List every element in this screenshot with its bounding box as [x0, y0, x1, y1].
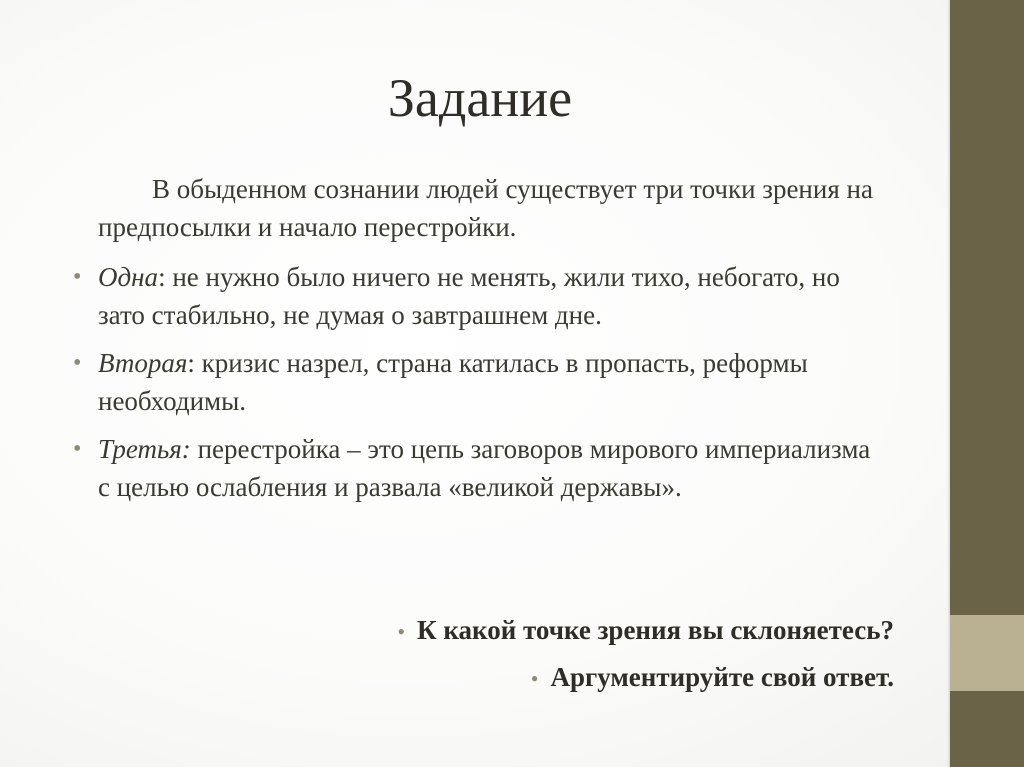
bullet-dot-icon: • — [73, 350, 82, 376]
bullet-dot-icon: • — [73, 264, 82, 290]
question-text: К какой точке зрения вы склоняетесь? — [417, 615, 894, 645]
bullet-item-second — [73, 344, 878, 420]
question-text: Аргументируйте свой ответ. — [550, 662, 894, 692]
slide-body — [73, 170, 918, 516]
bullet-label: Вторая — [98, 348, 188, 378]
question-which-view — [397, 611, 894, 651]
bullet-dot-icon: • — [73, 436, 82, 462]
bullet-label: Третья: — [98, 434, 191, 464]
bullet-separator: : — [187, 348, 195, 378]
bullet-dot-icon: • — [397, 619, 406, 644]
bullet-text: не нужно было ничего не менять, жили тихо, небогато, но зато стабильно, не думая о завтрашнем дне. — [98, 262, 840, 330]
bullet-separator: : — [158, 262, 166, 292]
bullet-item-first — [73, 258, 878, 334]
slide-title: Задание — [387, 68, 573, 128]
question-argue-answer — [531, 658, 894, 698]
intro-paragraph: В обыденном сознании людей существует три точки зрения на предпосылки и начало перестройки. — [98, 174, 873, 242]
bullet-item-third — [73, 430, 878, 506]
bullet-label: Одна — [98, 262, 159, 292]
side-bar-accent-block — [950, 615, 1024, 691]
bullet-text: перестройка – это цепь заговоров мирового империализма с целью ослабления и развала «великой державы». — [98, 434, 871, 502]
bullet-text: кризис назрел, страна катилась в пропасть, реформы необходимы. — [98, 348, 808, 416]
bullet-dot-icon: • — [530, 666, 539, 691]
